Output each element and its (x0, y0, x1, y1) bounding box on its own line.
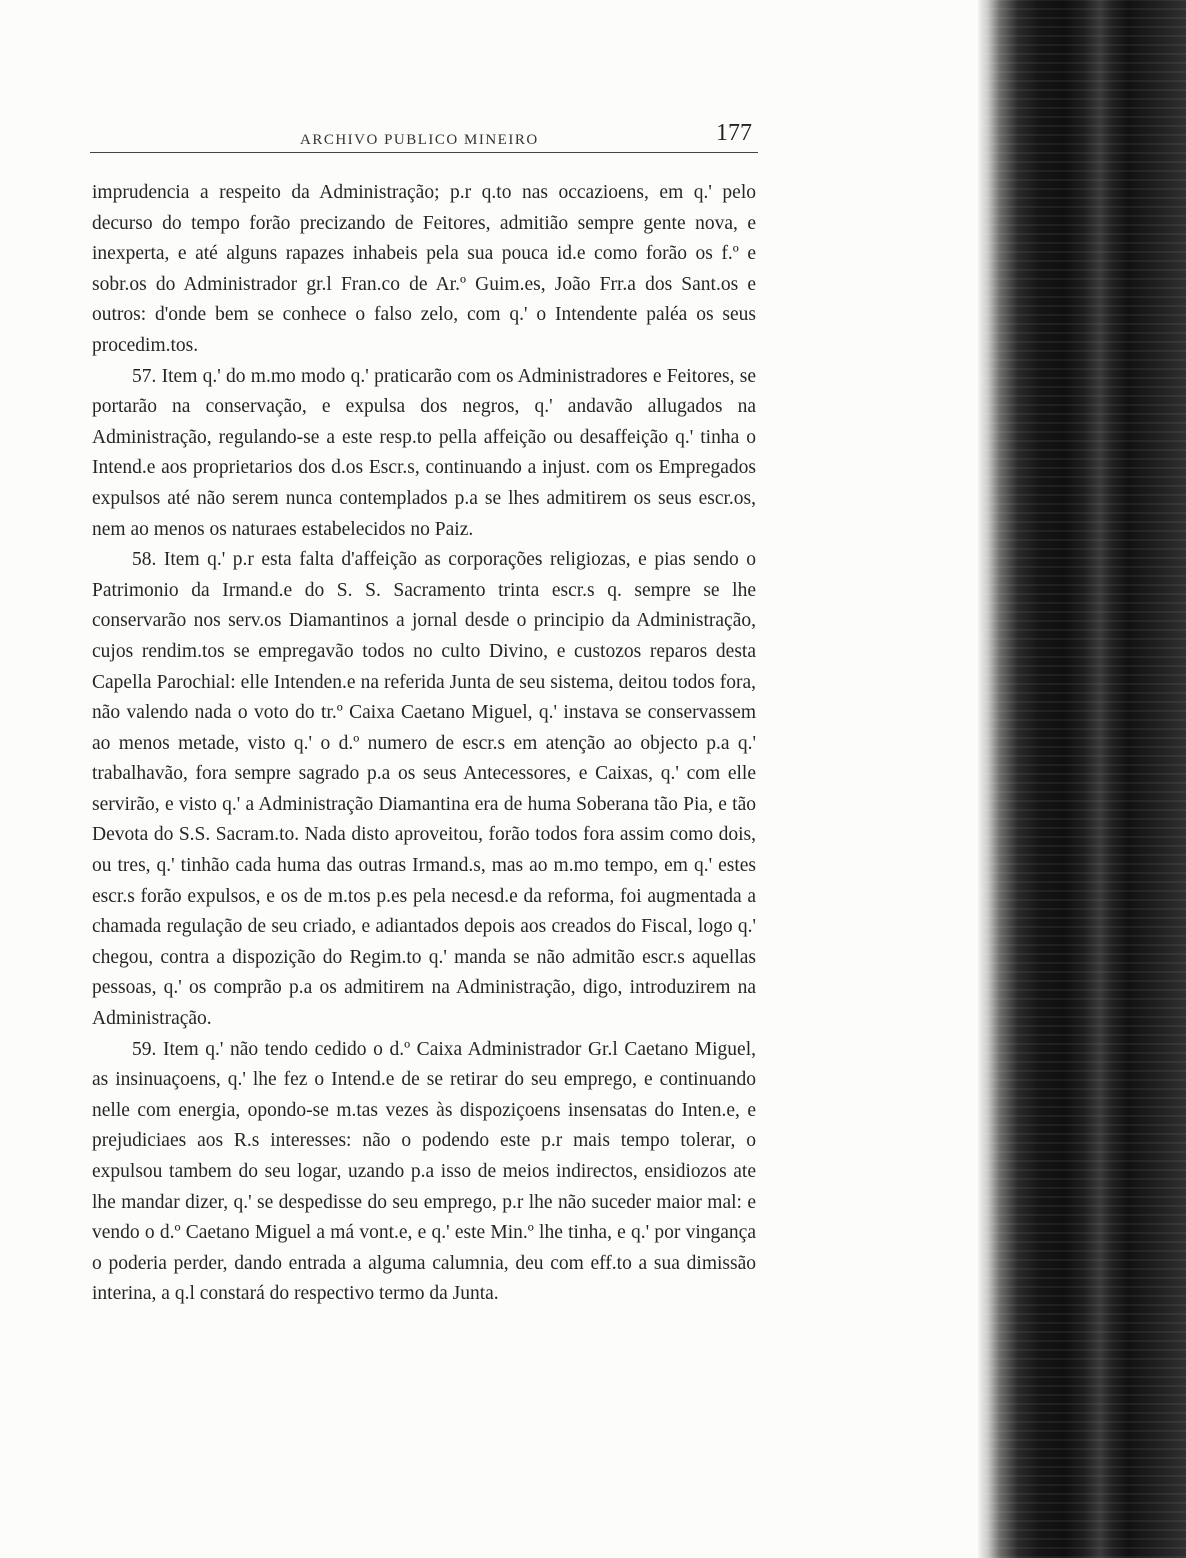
running-head: ARCHIVO PUBLICO MINEIRO (300, 132, 539, 148)
page-number: 177 (716, 120, 752, 146)
page-header (90, 118, 758, 158)
body-text (92, 178, 756, 1310)
paragraph-continuation: imprudencia a respeito da Administração; p.r q.to nas occazioens, em q.' pelo decurso do tempo forão precizando de Feitores, admitião sempre gente nova, e inexperta, e até alguns rapazes inhabeis pela sua pouca id.e como forão os f.º e sobr.os do Administrador gr.l Fran.co de Ar.º Guim.es, João Frr.a dos Sant.os e outros: d'onde bem se conhece o falso zelo, com q.' o Intendente paléa os seus procedim.tos. (92, 182, 756, 356)
paragraph-item-58: 58. Item q.' p.r esta falta d'affeição as corporações religiozas, e pias sendo o Patrimonio da Irmand.e do S. S. Sacramento trinta escr.s q. sempre se lhe conservarão nos serv.os Diamantinos a jornal desde o principio da Administração, cujos rendim.tos se empregavão todos no culto Divino, e custozos reparos desta Capella Parochial: elle Intenden.e na referida Junta de seu sistema, deitou todos fora, não valendo nada o voto do tr.º Caixa Caetano Miguel, q.' instava se conservassem ao menos metade, visto q.' o d.º numero de escr.s em atenção ao objecto p.a q.' trabalhavão, fora sempre sagrado p.a os seus Antecessores, e Caixas, q.' com elle servirão, e visto q.' a Administração Diamantina era de huma Soberana tão Pia, e tão Devota do S.S. Sacram.to. Nada disto aproveitou, forão todos fora assim como dois, ou tres, q.' tinhão cada huma das outras Irmand.s, mas ao m.mo tempo, em q.' estes escr.s forão expulsos, e os de m.tos p.es pela necesd.e da reforma, foi augmentada a chamada regulação de seu criado, e adiantados depois aos creados do Fiscal, logo q.' chegou, contra a dispozição do Regim.to q.' manda se não admitão escr.s aquellas pessoas, q.' os comprão p.a os admitirem na Administração, digo, introduzirem na Administração. (92, 549, 756, 1030)
paragraph-item-57: 57. Item q.' do m.mo modo q.' praticarão com os Administradores e Feitores, se portarão na conservação, e expulsa dos negros, q.' andavão allugados na Administração, regulando-se a este resp.to pella affeição ou desaffeição q.' tinha o Intend.e aos proprietarios dos d.os Escr.s, continuando a injust. com os Empregados expulsos até não serem nunca contemplados p.a se lhes admitirem os seus escr.os, nem ao menos os naturaes estabelecidos no Paiz. (92, 365, 756, 540)
book-spine-shadow (978, 0, 1186, 1558)
header-rule (90, 152, 758, 153)
paragraph-item-59: 59. Item q.' não tendo cedido o d.º Caixa Administrador Gr.l Caetano Miguel, as insinuaçoens, q.' lhe fez o Intend.e de se retirar do seu emprego, e continuando nelle com energia, opondo-se m.tas vezes às dispoziçoens insensatas do Inten.e, e prejudiciaes aos R.s interesses: não o podendo este p.r mais tempo tolerar, o expulsou tambem do seu logar, uzando p.a isso de meios indirectos, ensidiozos ate lhe mandar dizer, q.' se despedisse do seu emprego, p.r lhe não suceder maior mal: e vendo o d.º Caetano Miguel a má vont.e, e q.' este Min.º lhe tinha, e q.' por vingança o poderia perder, dando entrada a alguma calumnia, deu com eff.to a sua dimissão interina, a q.l constará do respectivo termo da Junta. (92, 1038, 756, 1305)
